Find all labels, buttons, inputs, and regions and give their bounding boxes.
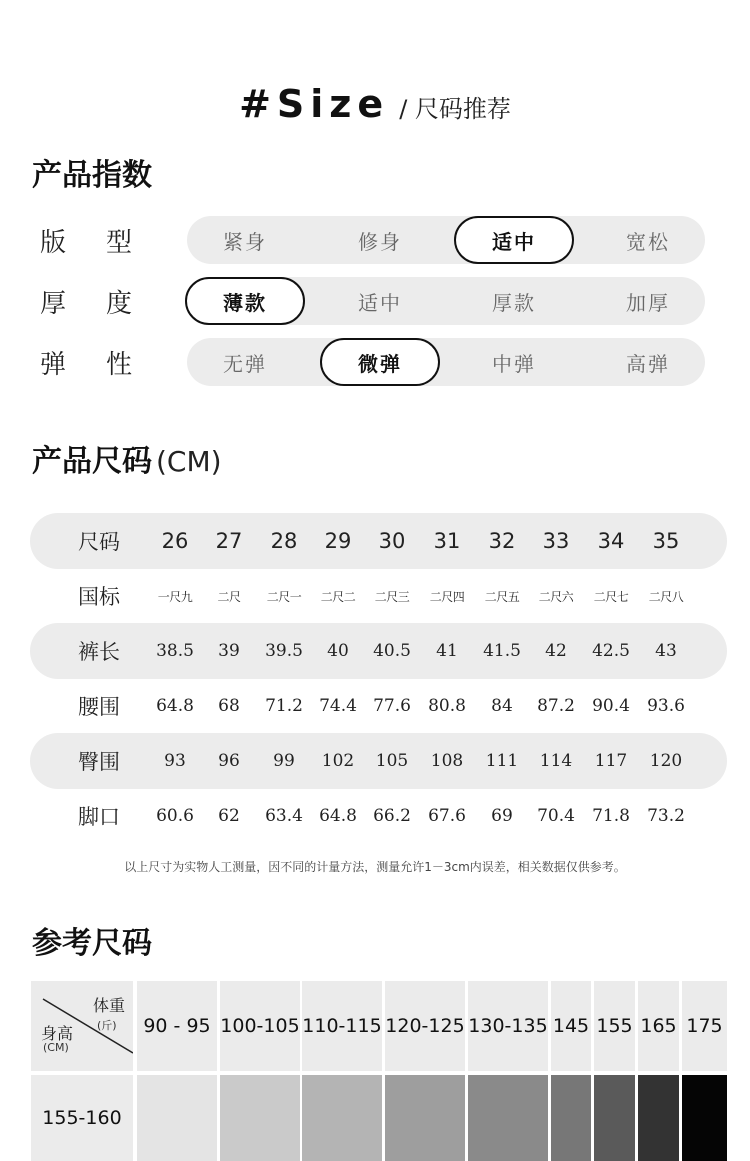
size-row-label: 国标 [78,585,120,609]
size-cell: 111 [485,751,519,771]
size-cell: 64.8 [156,696,194,716]
index-row-label [40,283,132,320]
weight-unit: (斤) [97,1019,117,1032]
size-cell: 二尺八 [648,589,684,604]
reference-corner-cell [31,981,133,1071]
size-cell: 68 [218,696,240,716]
size-table-row [30,513,727,569]
size-cell: 62 [218,806,240,826]
index-label-char: 度 [105,289,132,319]
size-cell: 一尺九 [157,589,193,604]
size-swatch [302,1075,382,1161]
size-swatch [220,1075,300,1161]
size-row-label: 尺码 [78,530,120,554]
size-swatch [682,1075,727,1161]
size-cell: 二尺五 [484,589,520,604]
size-cell: 93 [164,751,186,771]
index-option-selected[interactable]: 微弹 [320,338,440,386]
size-cell: 27 [215,529,243,553]
size-cell: 71.8 [592,806,630,826]
size-cell: 38.5 [156,641,194,661]
size-table-row [30,733,727,789]
size-row-label: 脚口 [78,805,120,829]
size-row-label: 腰围 [78,695,120,719]
size-table-row [30,568,727,624]
index-option[interactable]: 中弹 [492,351,536,376]
size-cell: 71.2 [265,696,303,716]
product-index-title: 产品指数 [32,158,152,193]
size-cell: 二尺一 [266,589,302,604]
index-option[interactable]: 无弹 [223,351,267,376]
weight-column-header: 100-105 [220,981,300,1071]
size-row-label: 裤长 [78,640,120,664]
size-swatch [638,1075,679,1161]
size-cell: 66.2 [373,806,411,826]
size-swatch [385,1075,465,1161]
size-cell: 67.6 [428,806,466,826]
size-cell: 二尺二 [320,589,356,604]
size-cell: 114 [539,751,573,771]
size-cell: 26 [161,529,189,553]
size-cell: 二尺四 [429,589,465,604]
index-row [0,338,750,386]
index-label-char: 版 [40,228,67,258]
weight-column-header: 145 [551,981,591,1071]
index-option[interactable]: 厚款 [492,290,536,315]
weight-column-header: 165 [638,981,679,1071]
size-cell: 105 [375,751,409,771]
size-cell: 34 [597,529,625,553]
weight-column-header: 90 - 95 [137,981,217,1071]
page-title: #Size [239,82,390,126]
size-cell: 29 [324,529,352,553]
weight-column-header: 110-115 [302,981,382,1071]
reference-title: 参考尺码 [32,926,152,961]
size-cell: 87.2 [537,696,575,716]
index-label-char: 型 [105,228,132,258]
size-cell: 42 [545,641,567,661]
size-cell: 30 [378,529,406,553]
index-row-label [40,222,132,259]
size-table-unit: (CM) [156,445,222,478]
size-swatch [468,1075,548,1161]
size-cell: 39.5 [265,641,303,661]
size-cell: 33 [542,529,570,553]
weight-column-header: 155 [594,981,635,1071]
height-unit: (CM) [43,1041,69,1054]
size-cell: 99 [273,751,295,771]
size-table-title-text: 产品尺码 [32,444,152,479]
size-cell: 63.4 [265,806,303,826]
index-option-selected[interactable]: 薄款 [185,277,305,325]
weight-column-header: 175 [682,981,727,1071]
size-cell: 41 [436,641,458,661]
index-label-char: 厚 [40,289,67,319]
size-cell: 60.6 [156,806,194,826]
height-row-label: 155-160 [31,1075,133,1161]
weight-column-header: 130-135 [468,981,548,1071]
index-row [0,216,750,264]
size-cell: 32 [488,529,516,553]
size-table-row [30,788,727,844]
size-cell: 64.8 [319,806,357,826]
index-label-char: 性 [105,350,132,380]
index-option[interactable]: 适中 [358,290,402,315]
size-cell: 93.6 [647,696,685,716]
index-option[interactable]: 紧身 [223,229,267,254]
size-cell: 69 [491,806,513,826]
size-cell: 80.8 [428,696,466,716]
index-row-label [40,344,132,381]
size-cell: 108 [430,751,464,771]
size-cell: 96 [218,751,240,771]
size-cell: 41.5 [483,641,521,661]
size-swatch [551,1075,591,1161]
index-option[interactable]: 宽松 [626,229,670,254]
size-cell: 70.4 [537,806,575,826]
size-swatch [137,1075,217,1161]
size-cell: 74.4 [319,696,357,716]
height-label: 身高 [41,1024,74,1043]
size-cell: 42.5 [592,641,630,661]
size-cell: 102 [321,751,355,771]
size-cell: 二尺 [217,589,241,604]
size-table-row [30,678,727,734]
reference-table [31,981,727,1161]
index-option[interactable]: 修身 [358,229,402,254]
index-row [0,277,750,325]
index-option[interactable]: 高弹 [626,351,670,376]
size-cell: 40 [327,641,349,661]
size-table-row [30,623,727,679]
size-cell: 39 [218,641,240,661]
size-cell: 二尺七 [593,589,629,604]
size-cell: 84 [491,696,513,716]
index-option-selected[interactable]: 适中 [454,216,574,264]
size-cell: 43 [655,641,677,661]
weight-column-header: 120-125 [385,981,465,1071]
index-label-char: 弹 [40,350,67,380]
size-cell: 31 [433,529,461,553]
size-cell: 二尺六 [538,589,574,604]
size-cell: 二尺三 [374,589,410,604]
size-cell: 73.2 [647,806,685,826]
size-cell: 90.4 [592,696,630,716]
size-cell: 77.6 [373,696,411,716]
size-cell: 120 [649,751,683,771]
size-cell: 35 [652,529,680,553]
size-swatch [594,1075,635,1161]
page-subtitle: / 尺码推荐 [399,95,511,123]
page-header [0,82,750,142]
size-cell: 40.5 [373,641,411,661]
weight-label: 体重 [93,996,126,1015]
index-option[interactable]: 加厚 [626,290,670,315]
size-cell: 28 [270,529,298,553]
size-cell: 117 [594,751,628,771]
measurement-note: 以上尺寸为实物人工测量，因不同的计量方法，测量允许1－3cm内误差，相关数据仅供参考。 [124,860,626,874]
size-row-label: 臀围 [78,750,120,774]
size-table-title [32,436,222,480]
